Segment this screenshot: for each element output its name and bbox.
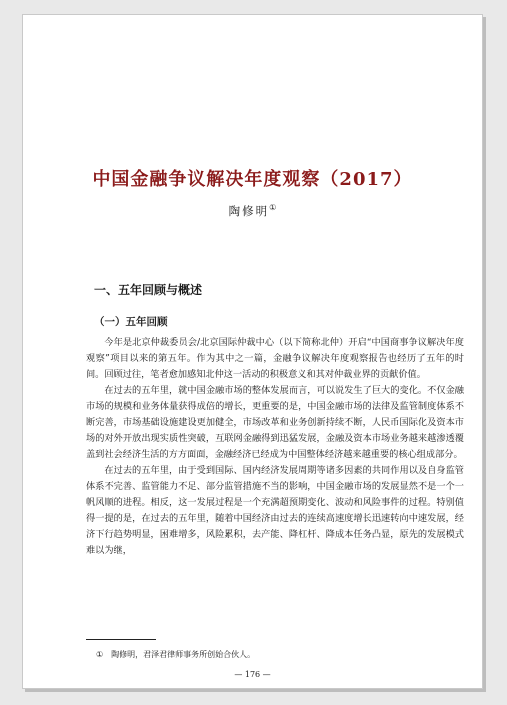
body-text — [86, 335, 464, 559]
paragraph: 今年是北京仲裁委员会/北京国际仲裁中心（以下简称北仲）开启“中国商事争议解决年度观察”项目以来的第五年。作为其中之一篇，金融争议解决年度观察报告也经历了五年的时间。回顾过往，笔者愈加感知北仲这一活动的积极意义和其对仲裁业界的贡献价值。 — [86, 337, 464, 380]
author-line — [23, 203, 482, 219]
document-title: 中国金融争议解决年度观察（2017） — [92, 169, 413, 190]
footnote-divider — [86, 639, 156, 640]
author-footnote-marker[interactable]: ① — [269, 203, 277, 213]
paragraph: 在过去的五年里，由于受到国际、国内经济发展周期等诸多因素的共同作用以及自身监管体系不完善、监管能力不足、部分监管措施不当的影响，中国金融市场的发展显然不是一个一帆风顺的进程。相反，这一发展过程是一个充满超预期变化、波动和风险事件的过程。特别值得一提的是，在过去的五年里，随着中国经济由过去的连续高速度增长迅速转向中速发展，经济下行趋势明显，困难增多，风险累积，去产能、降杠杆、降成本任务凸显，原先的发展模式难以为继， — [86, 465, 464, 556]
document-page — [22, 14, 483, 689]
paragraph: 在过去的五年里，就中国金融市场的整体发展而言，可以说发生了巨大的变化。不仅金融市场的规模和业务体量获得成倍的增长，更重要的是，中国金融市场的法律及监管制度体系不断完善，市场基础设施建设更加健全，市场改革和业务创新持续不断，人民币国际化及资本市场的对外开放出现实质性突破，互联网金融得到迅猛发展，金融及资本市场业务越来越渗透覆盖到社会经济生活的方方面面，金融经济已经成为中国整体经济越来越重要的核心组成部分。 — [86, 385, 464, 460]
subsection-heading: （一）五年回顾 — [94, 316, 168, 328]
author-name: 陶修明 — [228, 204, 270, 218]
footnote — [96, 649, 255, 660]
section-heading: 一、五年回顾与概述 — [94, 283, 203, 297]
footnote-text: 陶修明，君泽君律师事务所创始合伙人。 — [111, 650, 256, 659]
footnote-marker: ① — [96, 650, 104, 659]
page-number: — 176 — — [234, 670, 271, 679]
